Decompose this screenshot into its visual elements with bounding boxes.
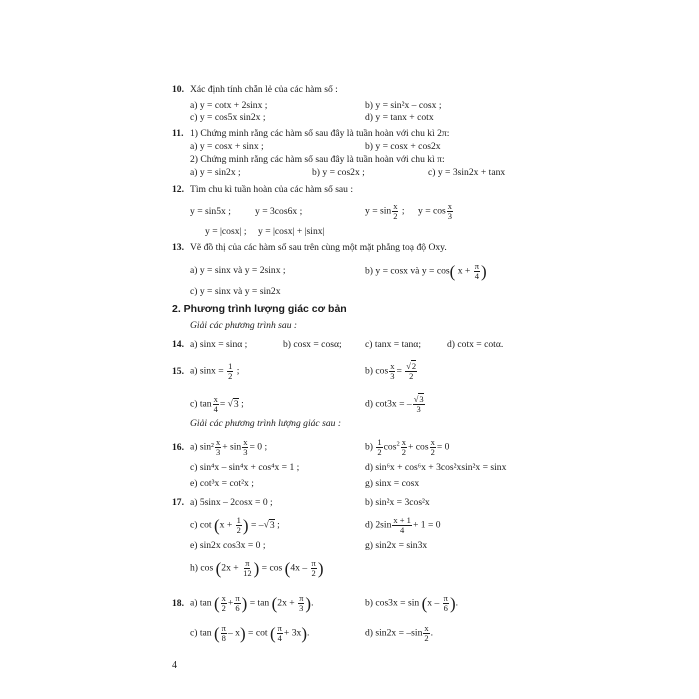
ex14-number: 14.: [172, 339, 184, 350]
ex12-f5: y = |cosx| ;: [205, 226, 247, 237]
ex13-b: b) y = cosx và y = cos( x + $\frac{\pi}{4}$ ): [365, 261, 487, 281]
ex13-a: a) y = sinx và y = 2sinx ;: [190, 265, 286, 276]
ex10-number: 10.: [172, 84, 184, 95]
ex16-d: d) sin⁶x + cos⁶x + 3cos²xsin²x = sinx: [365, 462, 507, 473]
ex10-d: d) y = tanx + cotx: [365, 112, 434, 123]
ex17-h: h) cos (2x + $\frac{\pi}{12}$ ) = cos (4x – $\frac{\pi}{2}$ ): [190, 558, 324, 578]
ex17-a: a) 5sinx – 2cosx = 0 ;: [190, 497, 273, 508]
instruction-1: Giải các phương trình sau :: [190, 320, 298, 331]
ex14-c: c) tanx = tanα;: [365, 339, 421, 350]
ex13-c: c) y = sinx và y = sin2x: [190, 286, 281, 297]
ex15-b: b) cos $\frac{x}{3}$ = $\frac{√2}{2}$: [365, 361, 417, 381]
ex10-title: Xác định tính chẵn lẻ của các hàm số :: [190, 84, 338, 95]
ex12-f1: y = sin5x ;: [190, 206, 231, 217]
ex18-b: b) cos3x = sin (x – $\frac{\pi}{6}$ ).: [365, 593, 459, 613]
ex15-number: 15.: [172, 366, 184, 377]
ex17-c: c) cot (x + $\frac{1}{2}$ ) = –√3 ;: [190, 515, 280, 535]
ex18-a: a) tan ( $\frac{x}{2}$ + $\frac{\pi}{6}$ ) = tan (2x + $\frac{\pi}{3}$ ).: [190, 593, 314, 613]
page-number: 4: [172, 660, 177, 671]
ex10-a: a) y = cotx + 2sinx ;: [190, 100, 268, 111]
ex17-g: g) sin2x = sin3x: [365, 540, 428, 551]
ex18-d: d) sin2x = –sin $\frac{x}{2}$ .: [365, 623, 434, 643]
ex18-number: 18.: [172, 598, 184, 609]
ex15-a: a) sinx = $\frac{1}{2}$ ;: [190, 361, 240, 381]
ex16-e: e) cot³x = cot²x ;: [190, 478, 254, 489]
ex10-b: b) y = sin²x – cosx ;: [365, 100, 442, 111]
ex11-part2-c: c) y = 3sin2x + tanx: [428, 167, 506, 178]
ex12-f6: y = |cosx| + |sinx|: [258, 226, 325, 237]
ex16-g: g) sinx = cosx: [365, 478, 420, 489]
ex17-e: e) sin2x cos3x = 0 ;: [190, 540, 266, 551]
ex12-title: Tìm chu kì tuần hoàn của các hàm số sau :: [190, 184, 354, 195]
ex17-b: b) sin²x = 3cos²x: [365, 497, 430, 508]
ex14-d: d) cotx = cotα.: [447, 339, 504, 350]
section2-title: 2. Phương trình lượng giác cơ bản: [172, 303, 347, 315]
ex11-part1: 1) Chứng minh rằng các hàm số sau đây là tuần hoàn với chu kì 2π:: [190, 128, 450, 139]
ex11-part2: 2) Chứng minh rằng các hàm số sau đây là tuần hoàn với chu kì π:: [190, 154, 445, 165]
ex11-part2-b: b) y = cos2x ;: [312, 167, 365, 178]
ex12-number: 12.: [172, 184, 184, 195]
instruction-2: Giải các phương trình lượng giác sau :: [190, 418, 342, 429]
ex11-part2-a: a) y = sin2x ;: [190, 167, 241, 178]
ex17-d: d) 2sin $\frac{x + 1}{4}$ + 1 = 0: [365, 515, 441, 535]
ex18-c: c) tan ( $\frac{\pi}{8}$ – x) = cot ( $\frac{\pi}{4}$ + 3x).: [190, 623, 310, 643]
ex12-f4: y = cos $\frac{x}{3}$: [418, 201, 453, 221]
ex11-part1-a: a) y = cosx + sinx ;: [190, 141, 264, 152]
ex16-number: 16.: [172, 442, 184, 453]
ex14-b: b) cosx = cosα;: [283, 339, 342, 350]
ex13-title: Vẽ đồ thị của các hàm số sau trên cùng một mặt phẳng toạ độ Oxy.: [190, 242, 447, 253]
ex15-c: c) tan $\frac{x}{4}$ = √3 ;: [190, 394, 244, 414]
ex11-part1-b: b) y = cosx + cos2x: [365, 141, 441, 152]
ex14-a: a) sinx = sinα ;: [190, 339, 248, 350]
ex15-d: d) cot3x = – $\frac{√3}{3}$: [365, 394, 424, 414]
ex17-number: 17.: [172, 497, 184, 508]
ex16-a: a) sin² $\frac{x}{3}$ + sin $\frac{x}{3}$ = 0 ;: [190, 437, 268, 457]
ex12-f2: y = 3cos6x ;: [255, 206, 303, 217]
ex10-c: c) y = cos5x sin2x ;: [190, 112, 266, 123]
ex11-number: 11.: [172, 128, 184, 139]
ex13-number: 13.: [172, 242, 184, 253]
ex12-f3: y = sin $\frac{x}{2}$ ;: [365, 201, 405, 221]
ex16-b: b) $\frac{1}{2}$ $\cos^2$ $\frac{x}{2}$ + cos $\frac{x}{2}$ = 0: [365, 437, 450, 457]
ex16-c: c) sin⁴x – sin⁴x + cos⁴x = 1 ;: [190, 462, 300, 473]
